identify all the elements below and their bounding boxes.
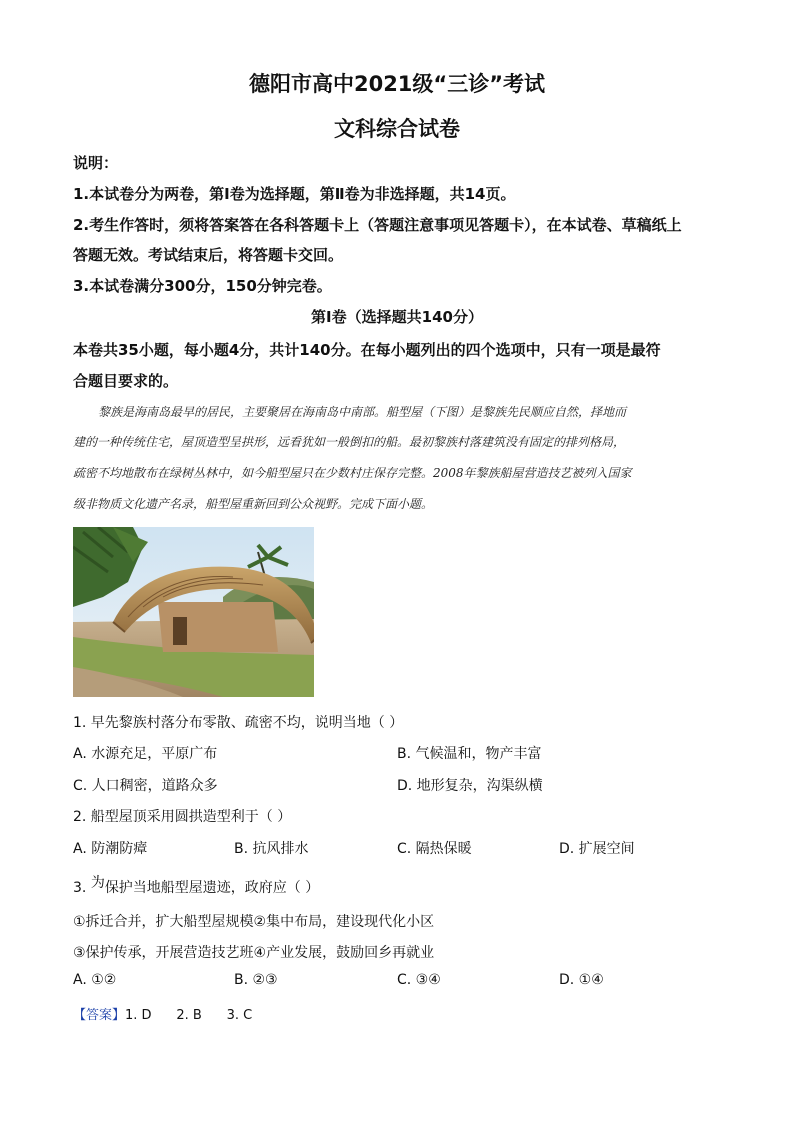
question-1-option-b: B. 气候温和，物产丰富: [397, 746, 542, 762]
question-3-statements-line1: ①拆迁合并，扩大船型屋规模②集中布局，建设现代化小区: [73, 914, 435, 930]
question-3-option-d: D. ①④: [559, 972, 604, 988]
question-3-option-b: B. ②③: [234, 972, 278, 988]
section-intro-line2: 合题目要求的。: [73, 372, 179, 390]
instruction-item-2-line2: 答题无效。考试结束后，将答题卡交回。: [73, 246, 344, 264]
question-2-option-c: C. 隔热保暖: [397, 841, 472, 857]
passage-line2: 建的一种传统住宅，屋顶造型呈拱形，远看犹如一般倒扣的船。最初黎族村落建筑没有固定的排列格局，: [73, 435, 626, 449]
answer-values: 1. D 2. B 3. C: [125, 1008, 253, 1023]
question-3-stem: [73, 877, 319, 897]
question-1-stem: 1. 早先黎族村落分布零散、疏密不均，说明当地（ ）: [73, 715, 404, 731]
instruction-item-2-line1: 2.考生作答时，须将答案答在各科答题卡上（答题注意事项见答题卡），在本试卷、草稿纸上: [73, 216, 682, 234]
question-3-option-a: A. ①②: [73, 972, 117, 988]
exam-title: 德阳市高中2021级“三诊”考试: [248, 72, 546, 96]
instruction-item-1: 1.本试卷分为两卷，第Ⅰ卷为选择题，第Ⅱ卷为非选择题，共14页。: [73, 185, 516, 203]
instructions-label: 说明：: [73, 154, 119, 172]
question-2-option-d: D. 扩展空间: [559, 841, 635, 857]
boat-house-photo: [73, 527, 314, 697]
question-1-option-d: D. 地形复杂，沟渠纵横: [397, 778, 543, 794]
question-2-stem: 2. 船型屋顶采用圆拱造型利于（ ）: [73, 809, 292, 825]
question-3-statements-line2: ③保护传承，开展营造技艺班④产业发展，鼓励回乡再就业: [73, 945, 435, 961]
section-intro-line1: 本卷共35小题，每小题4分，共计140分。在每小题列出的四个选项中，只有一项是最符: [73, 341, 661, 359]
answer-label: 【答案】: [73, 1008, 126, 1023]
question-3-stem-superscript: 为: [90, 875, 105, 891]
exam-subtitle: 文科综合试卷: [334, 117, 460, 141]
passage-line1: 黎族是海南岛最早的居民，主要聚居在海南岛中南部。船型屋（下图）是黎族先民顺应自然，择地而: [98, 405, 627, 419]
question-1-option-c: C. 人口稠密，道路众多: [73, 778, 218, 794]
question-3-stem-text: 保护当地船型屋遗迹，政府应（ ）: [104, 880, 320, 896]
question-2-option-b: B. 抗风排水: [234, 841, 309, 857]
answer-line: [73, 1004, 252, 1023]
passage-line3: 疏密不均地散布在绿树丛林中，如今船型屋只在少数村庄保存完整。2008年黎族船屋营造技艺被列入国家: [73, 466, 632, 480]
question-3-option-c: C. ③④: [397, 972, 441, 988]
question-3-number: 3.: [73, 880, 87, 896]
passage-line4: 级非物质文化遗产名录，船型屋重新回到公众视野。完成下面小题。: [73, 497, 434, 511]
question-2-option-a: A. 防潮防瘴: [73, 841, 148, 857]
instruction-item-3: 3.本试卷满分300分，150分钟完卷。: [73, 277, 332, 295]
question-1-option-a: A. 水源充足，平原广布: [73, 746, 218, 762]
section-heading: 第Ⅰ卷（选择题共140分）: [311, 308, 483, 326]
